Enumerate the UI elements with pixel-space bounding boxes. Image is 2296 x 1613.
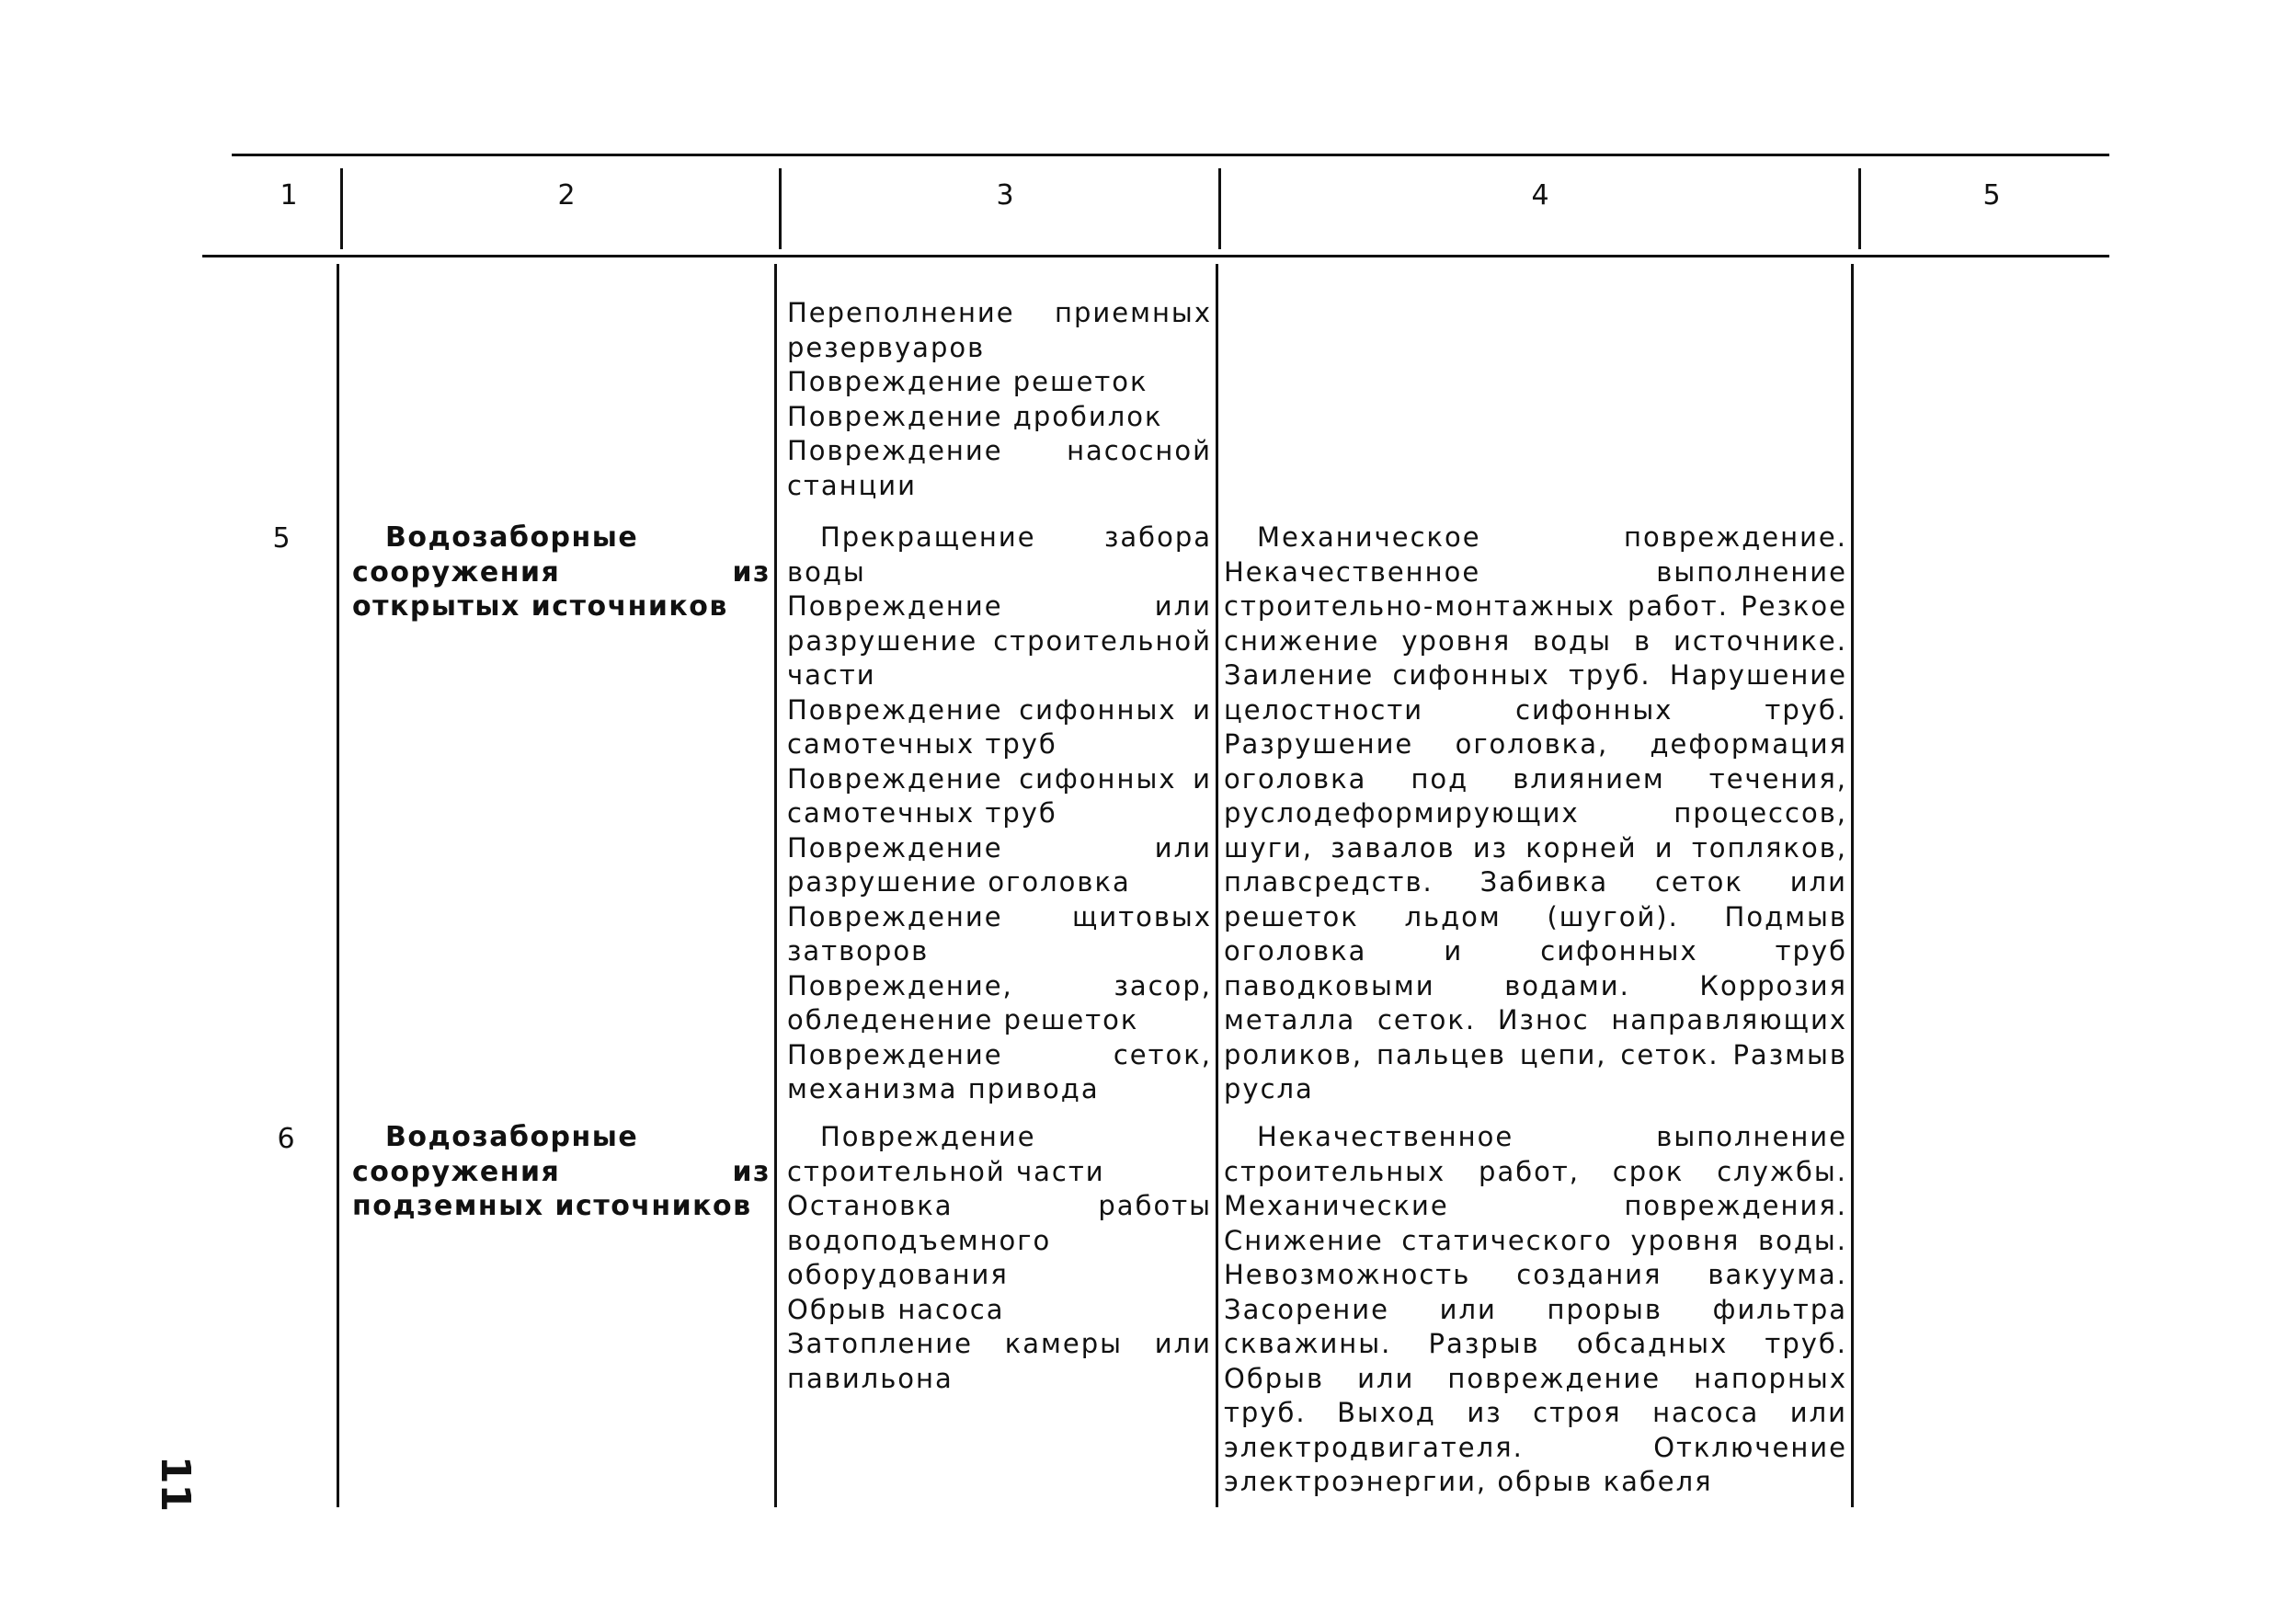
failure-item: Повреждение насосной станции	[787, 435, 1212, 501]
structure-name: Водозаборные сооружения из открытых источников	[352, 521, 771, 623]
failure-item: Повреждение дробилок	[787, 400, 1163, 432]
header-divider	[340, 168, 343, 249]
failure-item: Обрыв насоса	[787, 1293, 1005, 1325]
column-divider	[1851, 264, 1854, 1507]
row-number: 5	[272, 522, 291, 555]
structure-name: Водозаборные сооружения из подземных источников	[352, 1121, 771, 1222]
header-divider	[779, 168, 782, 249]
failure-item: Прекращение забора воды	[787, 521, 1212, 588]
failure-item: Повреждение сифонных и самотечных труб	[787, 693, 1212, 760]
row5-causes	[1224, 521, 1847, 1107]
failure-item: Повреждение решеток	[787, 366, 1148, 397]
column-divider	[1216, 264, 1218, 1507]
failure-item: Повреждение строительной части	[787, 1121, 1105, 1187]
failure-item: Затопление камеры или павильона	[787, 1328, 1212, 1394]
column-divider	[337, 264, 339, 1507]
row-number: 6	[277, 1123, 295, 1155]
page-number: 11	[152, 1455, 200, 1513]
column-divider	[774, 264, 777, 1507]
cause-text: Некачественное выполнение строительных работ, срок службы. Механические повреждения. Снижение статического уровня воды. Невозможность создания вакуума. Засорение или прорыв фильтра скважины. Разрыв обсадных труб. Обрыв или повреждение напорных труб. Выход из строя насоса или электродвигателя. Отключение электроэнергии, обрыв кабеля	[1224, 1121, 1847, 1497]
column-header: 1	[280, 179, 298, 212]
failure-item: Переполнение приемных резервуаров	[787, 297, 1212, 363]
failure-item: Повреждение сифонных и самотечных труб	[787, 762, 1212, 829]
row6-causes	[1224, 1120, 1847, 1500]
failure-item: Повреждение или разрушение оголовка	[787, 831, 1212, 898]
header-bottom-rule	[202, 255, 2109, 257]
cause-text: Механическое повреждение. Некачественное выполнение строительно-монтажных работ. Резкое снижение уровня воды в источнике. Заиление сифонных труб. Нарушение целостности сифонных труб. Разрушение оголовка, деформация оголовка под влиянием течения, руслодеформирующих процессов, шуги, завалов из корней и топляков, плавсредств. Забивка сеток или решеток льдом (шугой). Подмыв оголовка и сифонных труб паводковыми водами. Коррозия металла сеток. Износ направляющих роликов, пальцев цепи, сеток. Размыв русла	[1224, 521, 1847, 1104]
header-divider	[1218, 168, 1221, 249]
column-header: 2	[557, 179, 576, 212]
failure-item: Повреждение щитовых затворов	[787, 900, 1212, 967]
row5-failures	[787, 521, 1212, 1107]
table-top-rule	[232, 154, 2109, 156]
column-header: 4	[1531, 179, 1549, 212]
column-header: 5	[1982, 179, 2001, 212]
failure-item: Повреждение, засор, обледенение решеток	[787, 969, 1212, 1035]
row6-failures	[787, 1120, 1212, 1396]
header-divider	[1858, 168, 1861, 249]
failure-item: Повреждение или разрушение строительной части	[787, 590, 1212, 691]
failure-item: Повреждение сеток, механизма привода	[787, 1038, 1212, 1104]
column-header: 3	[996, 179, 1014, 212]
failure-item: Остановка работы водоподъемного оборудования	[787, 1190, 1212, 1290]
pre-row-col3	[787, 296, 1212, 503]
